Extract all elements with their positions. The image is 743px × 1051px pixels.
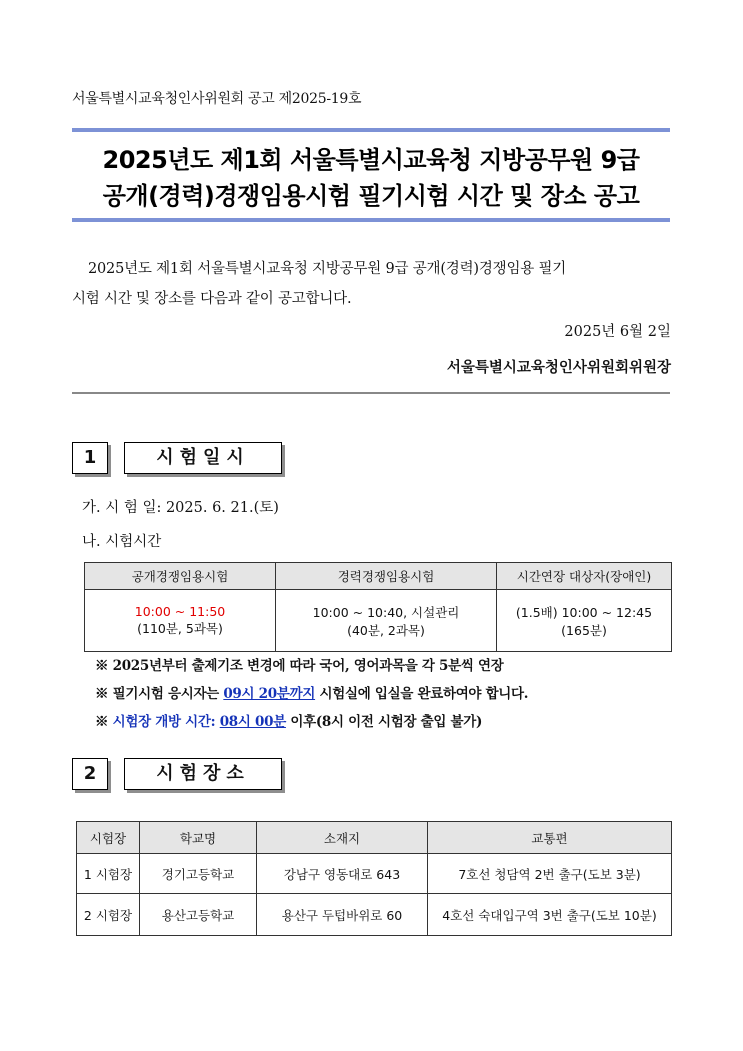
exam-date-item: 가. 시 험 일: 2025. 6. 21.(토) [82,500,279,516]
title-line-2: 공개(경력)경쟁임용시험 필기시험 시간 및 장소 공고 [102,182,640,210]
transport-cell: 7호선 청담역 2번 출구(도보 3분) [428,854,672,894]
note-2 [95,682,528,702]
note-2-prefix: ※ 필기시험 응시자는 [95,686,224,702]
col-header-address: 소재지 [257,822,428,854]
career-time: 10:00 ~ 10:40, 시설관리 [312,604,460,620]
divider [72,392,670,394]
note-3-suffix: 이후(8시 이전 시험장 출입 불가) [285,714,483,730]
section-1-number: 1 [72,442,108,474]
col-header-venue: 시험장 [77,822,140,854]
extended-duration: (165분) [561,622,607,638]
notice-date: 2025년 6월 2일 [564,324,671,340]
notice-number: 서울특별시교육청인사위원회 공고 제2025-19호 [72,91,362,107]
note-3-mark: ※ [95,714,113,730]
col-header-school: 학교명 [140,822,257,854]
table-row [77,894,672,936]
section-2-heading: 시험장소 [124,758,282,790]
intro-line-2: 시험 시간 및 장소를 다음과 같이 공고합니다. [72,291,352,307]
section-2-number: 2 [72,758,108,790]
note-3-highlight: 08시 00분 [219,714,286,730]
school-cell: 경기고등학교 [140,854,257,894]
cell-open [85,590,276,652]
title-line-1: 2025년도 제1회 서울특별시교육청 지방공무원 9급 [102,146,640,174]
exam-time-item: 나. 시험시간 [82,534,162,550]
note-2-highlight: 09시 20분까지 [223,686,316,702]
note-1: ※ 2025년부터 출제기조 변경에 따라 국어, 영어과목을 각 5분씩 연장 [95,658,504,674]
cell-career [276,590,497,652]
note-3-label: 시험장 개방 시간: [112,714,220,730]
col-header-transport: 교통편 [428,822,672,854]
career-duration: (40분, 2과목) [347,622,425,638]
title-bottom-rule [72,218,670,222]
signer: 서울특별시교육청인사위원회위원장 [446,359,671,376]
extended-time: (1.5배) 10:00 ~ 12:45 [515,604,653,620]
section-1-heading: 시험일시 [124,442,282,474]
venue-cell: 1 시험장 [77,854,140,894]
intro-line-1: 2025년도 제1회 서울특별시교육청 지방공무원 9급 공개(경력)경쟁임용 필기 [88,261,567,277]
table-row [77,854,672,894]
venue-cell: 2 시험장 [77,894,140,936]
col-header-open: 공개경쟁임용시험 [85,563,276,590]
address-cell: 강남구 영동대로 643 [257,854,428,894]
address-cell: 용산구 두텁바위로 60 [257,894,428,936]
school-cell: 용산고등학교 [140,894,257,936]
note-3 [95,710,482,730]
transport-cell: 4호선 숙대입구역 3번 출구(도보 10분) [428,894,672,936]
open-time: 10:00 ~ 11:50 [134,604,226,619]
cell-extended [497,590,672,652]
exam-time-table [84,562,672,652]
col-header-career: 경력경쟁임용시험 [276,563,497,590]
title-top-rule [72,128,670,132]
note-2-suffix: 시험실에 입실을 완료하여야 합니다. [315,686,529,702]
open-duration: (110분, 5과목) [137,621,223,636]
exam-venue-table [76,821,672,936]
col-header-extended: 시간연장 대상자(장애인) [497,563,672,590]
